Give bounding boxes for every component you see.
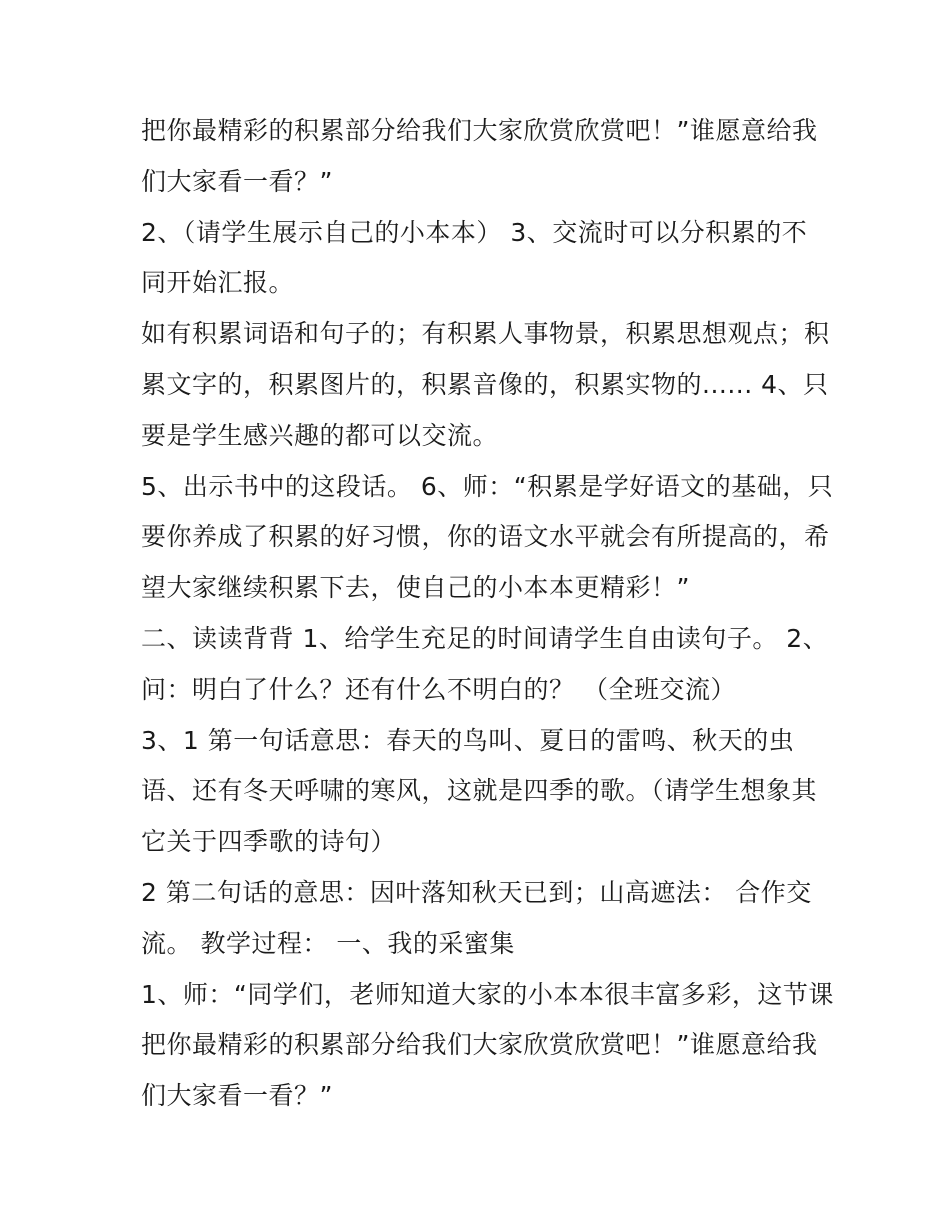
- text-line: 问：明白了什么？还有什么不明白的？ （全班交流）: [141, 674, 736, 704]
- text-line: 望大家继续积累下去，使自己的小本本更精彩！”: [141, 573, 690, 603]
- text-line: 2、（请学生展示自己的小本本） 3、交流时可以分积累的不: [141, 217, 808, 247]
- text-line: 同开始汇报。: [141, 268, 295, 298]
- text-line: 1、师：“同学们，老师知道大家的小本本很丰富多彩，这节课: [141, 979, 834, 1009]
- text-line: 们大家看一看？”: [141, 1081, 333, 1111]
- text-line: 把你最精彩的积累部分给我们大家欣赏欣赏吧！”谁愿意给我: [141, 1030, 818, 1060]
- text-line: 把你最精彩的积累部分给我们大家欣赏欣赏吧！”谁愿意给我: [141, 116, 818, 145]
- text-line: 5、出示书中的这段话。 6、师：“积累是学好语文的基础，只: [141, 471, 834, 501]
- text-line: 二、读读背背 1、给学生充足的时间请学生自由读句子。 2、: [141, 623, 829, 653]
- text-line: 流。 教学过程： 一、我的采蜜集: [141, 928, 515, 958]
- document-body: [141, 106, 834, 1122]
- text-line: 它关于四季歌的诗句）: [141, 827, 397, 857]
- text-line: 语、还有冬天呼啸的寒风，这就是四季的歌。（请学生想象其: [141, 776, 818, 806]
- text-line: 累文字的，积累图片的，积累音像的，积累实物的...... 4、只: [141, 369, 829, 399]
- text-line: 要你养成了积累的好习惯，你的语文水平就会有所提高的，希: [141, 522, 830, 552]
- text-line: 要是学生感兴趣的都可以交流。: [141, 420, 499, 450]
- text-line: 如有积累词语和句子的；有积累人事物景，积累思想观点；积: [141, 319, 830, 349]
- text-line: 们大家看一看？”: [141, 166, 333, 196]
- text-line: 2 第二句话的意思：因叶落知秋天已到；山高遮法： 合作交: [141, 877, 812, 907]
- text-line: 3、1 第一句话意思：春天的鸟叫、夏日的雷鸣、秋天的虫: [141, 725, 795, 755]
